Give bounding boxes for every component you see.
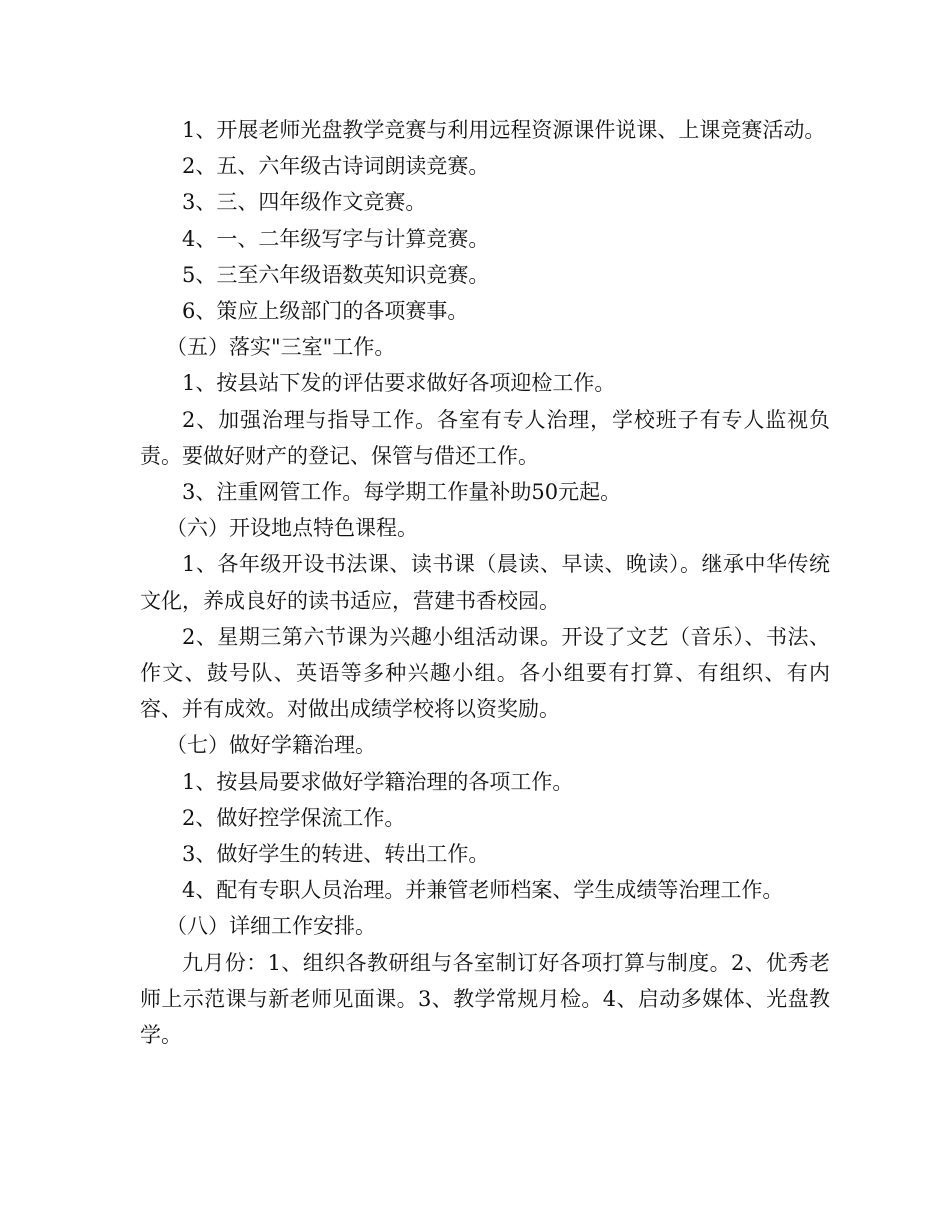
paragraph-item-5: 5、三至六年级语数英知识竞赛。 xyxy=(182,262,490,287)
paragraph-item-2: 2、五、六年级古诗词朗读竞赛。 xyxy=(182,154,490,179)
paragraph-item-1: 1、开展老师光盘教学竞赛与利用远程资源课件说课、上课竞赛活动。 xyxy=(182,118,826,142)
paragraph-item-16: 九月份：1、组织各教研组与各室制订好各项打算与制度。2、优秀老师上示范课与新老师见面课。3、教学常规月检。4、启动多媒体、光盘教学。 xyxy=(140,950,830,1048)
paragraph-item-11: 2、星期三第六节课为兴趣小组活动课。开设了文艺（音乐）、书法、作文、鼓号队、英语等多种兴趣小组。各小组要有打算、有组织、有内容、并有成效。对做出成绩学校将以资奖励。 xyxy=(140,624,830,722)
paragraph-item-13: 2、做好控学保流工作。 xyxy=(182,805,406,830)
document-body xyxy=(140,112,830,1053)
paragraph-item-12: 1、按县局要求做好学籍治理的各项工作。 xyxy=(182,769,574,794)
paragraph-item-3: 3、三、四年级作文竞赛。 xyxy=(182,190,427,215)
paragraph-item-6: 6、策应上级部门的各项赛事。 xyxy=(182,299,469,324)
paragraph-item-9: 3、注重网管工作。每学期工作量补助50元起。 xyxy=(182,480,622,505)
paragraph-item-4: 4、一、二年级写字与计算竞赛。 xyxy=(182,226,490,251)
paragraph-item-7: 1、按县站下发的评估要求做好各项迎检工作。 xyxy=(182,371,616,396)
section-heading-five: （五）落实"三室"工作。 xyxy=(166,335,396,360)
paragraph-item-8: 2、加强治理与指导工作。各室有专人治理，学校班子有专人监视负责。要做好财产的登记、保管与借还工作。 xyxy=(140,407,830,468)
paragraph-item-10: 1、各年级开设书法课、读书课（晨读、早读、晚读）。继承中华传统文化，养成良好的读书适应，营建书香校园。 xyxy=(140,552,830,613)
section-heading-eight: （八）详细工作安排。 xyxy=(166,914,376,939)
section-heading-seven: （七）做好学籍治理。 xyxy=(166,733,376,758)
paragraph-item-14: 3、做好学生的转进、转出工作。 xyxy=(182,842,490,867)
section-heading-six: （六）开设地点特色课程。 xyxy=(166,516,418,541)
paragraph-item-15: 4、配有专职人员治理。并兼管老师档案、学生成绩等治理工作。 xyxy=(182,878,784,903)
